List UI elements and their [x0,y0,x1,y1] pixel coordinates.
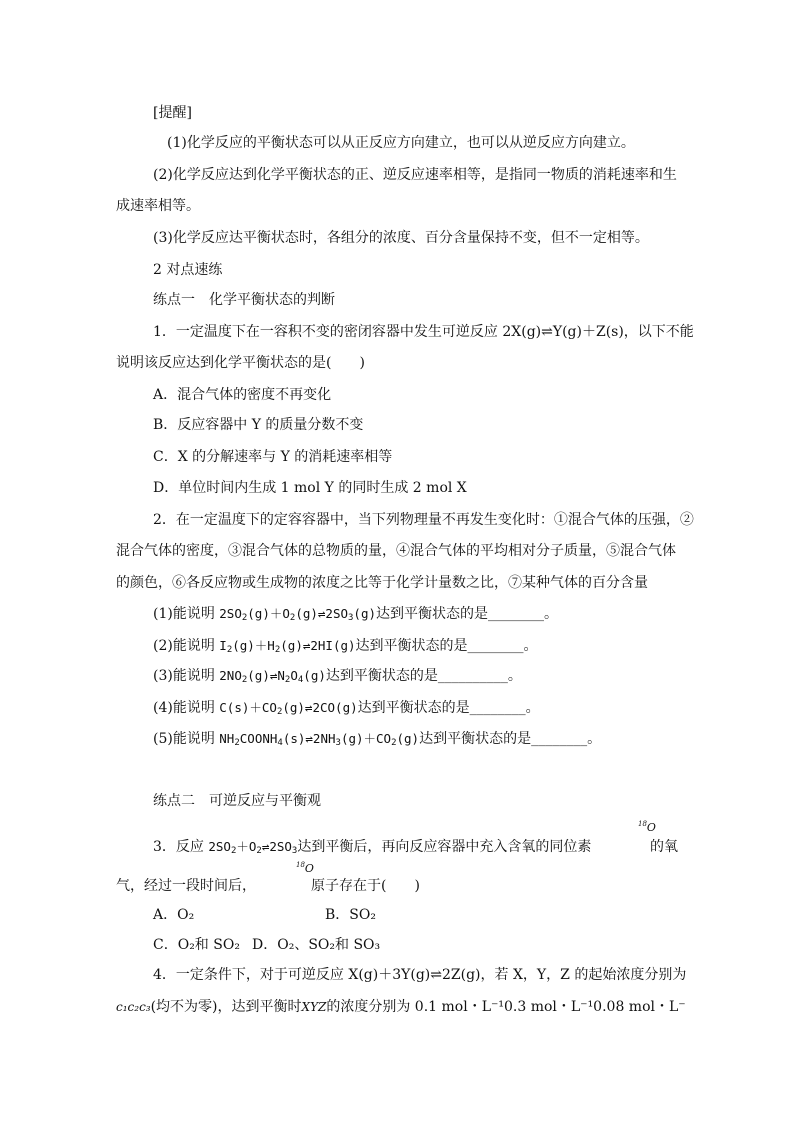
q1-option-d: D．单位时间内生成 1 mol Y 的同时生成 2 mol X [153,480,467,496]
q1-option-a: A．混合气体的密度不再变化 [153,387,332,403]
q2-sub-2 [153,637,538,655]
q2-sub-2-suffix: 达到平衡状态的是________。 [355,638,538,654]
q4-stem-b [116,998,686,1016]
q2-sub-5-prefix: (5)能说明 [153,731,220,747]
q2-sub-2-equation: $I_2(g)+H_2(g)\rightleftharpoons 2HI(g)$ [219,638,356,655]
q3-stem-a [153,838,591,856]
remind-point-1: (1)化学反应的平衡状态可以从正反应方向建立，也可以从逆反应方向建立。 [167,135,635,151]
remind-point-2a: (2)化学反应达到化学平衡状态的正、逆反应速率相等，是指同一物质的消耗速率和生 [153,167,677,183]
q2-sub-4-prefix: (4)能说明 [153,700,220,716]
q2-sub-4-suffix: 达到平衡状态的是________。 [357,700,540,716]
q4-stem-a: 4．一定条件下，对于可逆反应 X(g)＋3Y(g)⇌2Z(g)，若 X，Y，Z 的起始浓度分别为 [153,967,687,983]
q2-sub-5 [153,730,601,748]
q4-species: XYZ [301,1000,327,1014]
q2-sub-4 [153,699,540,717]
q2-sub-1 [153,605,558,623]
q3-option-d: D．O₂、SO₂和 SO₃ [252,937,381,953]
q3-isotope-symbol-2: O [304,862,314,875]
q2-sub-1-equation: $2SO_2(g)+O_2(g)\rightleftharpoons 2SO_3(g)$ [219,606,376,623]
q1-option-c: C．X 的分解速率与 Y 的消耗速率相等 [153,449,393,465]
q3-stem-b-suffix: 原子存在于( ) [311,878,420,894]
q2-stem-b: 混合气体的密度，③混合气体的总物质的量，④混合气体的平均相对分子质量，⑤混合气体 [116,543,676,559]
q2-sub-5-equation: $NH_2COONH_4(s)\rightleftharpoons 2NH_3(g)+CO_2(g)$ [219,731,420,748]
q3-option-c: C．O₂和 SO₂ [153,937,240,953]
q2-sub-1-prefix: (1)能说明 [153,606,220,622]
q2-sub-3-prefix: (3)能说明 [153,668,220,684]
q2-sub-3-suffix: 达到平衡状态的是__________。 [325,668,522,684]
q3-option-b: B．SO₂ [325,907,376,923]
remind-title: [提醒] [153,105,192,121]
remind-point-3: (3)化学反应达平衡状态时，各组分的浓度、百分含量保持不变，但不一定相等。 [153,230,649,246]
q3-stem-a-prefix: 3．反应 [153,839,209,855]
q3-stem-b-prefix: 气，经过一段时间后， [116,878,256,894]
q3-isotope-mass-2: 18 [296,861,305,869]
q2-stem-c: 的颜色，⑥各反应物或生成物的浓度之比等于化学计量数之比，⑦某种气体的百分含量 [116,575,648,591]
q4-stem-b-middle: (均不为零)，达到平衡时 [150,999,302,1015]
remind-point-2b: 成速率相等。 [116,198,200,214]
q3-isotope-label-2 [296,863,314,875]
drill2-title: 练点二 可逆反应与平衡观 [153,793,321,809]
q3-isotope-label-1 [638,822,656,834]
q4-initial-concentrations: c₁c₂c₃ [116,1000,151,1014]
q4-stem-b-suffix: 的浓度分别为 0.1 mol・L⁻¹0.3 mol・L⁻¹0.08 mol・L⁻ [326,999,686,1015]
q2-sub-3-equation: $2NO_2(g)\rightleftharpoons N_2O_4(g)$ [219,668,326,685]
q2-sub-1-suffix: 达到平衡状态的是________。 [376,606,558,622]
q3-isotope-symbol-1: O [646,821,656,834]
q1-stem-b: 说明该反应达到化学平衡状态的是( ) [116,355,365,371]
drill1-title: 练点一 化学平衡状态的判断 [153,292,335,308]
q3-stem-a-suffix: 的氧 [650,839,678,855]
q2-stem-a: 2．在一定温度下的定容容器中，当下列物理量不再发生变化时：①混合气体的压强，② [153,512,694,528]
q3-stem-a-middle: 达到平衡后，再向反应容器中充入含氧的同位素 [297,839,592,855]
q2-sub-4-equation: $C(s)+CO_2(g)\rightleftharpoons 2CO(g)$ [219,700,358,717]
q1-stem-a: 1．一定温度下在一容积不变的密闭容器中发生可逆反应 2X(g)⇌Y(g)＋Z(s)，以下不能 [153,324,694,340]
q2-sub-3 [153,667,522,685]
q2-sub-5-suffix: 达到平衡状态的是________。 [419,731,602,747]
q3-option-a: A．O₂ [153,907,195,923]
q1-option-b: B．反应容器中 Y 的质量分数不变 [153,417,364,433]
q3-equation: $2SO_2+O_2\rightleftharpoons 2SO_3$ [208,839,298,856]
q2-sub-2-prefix: (2)能说明 [153,638,220,654]
section-title: 2 对点速练 [153,262,223,278]
q3-isotope-mass-1: 18 [638,820,647,828]
